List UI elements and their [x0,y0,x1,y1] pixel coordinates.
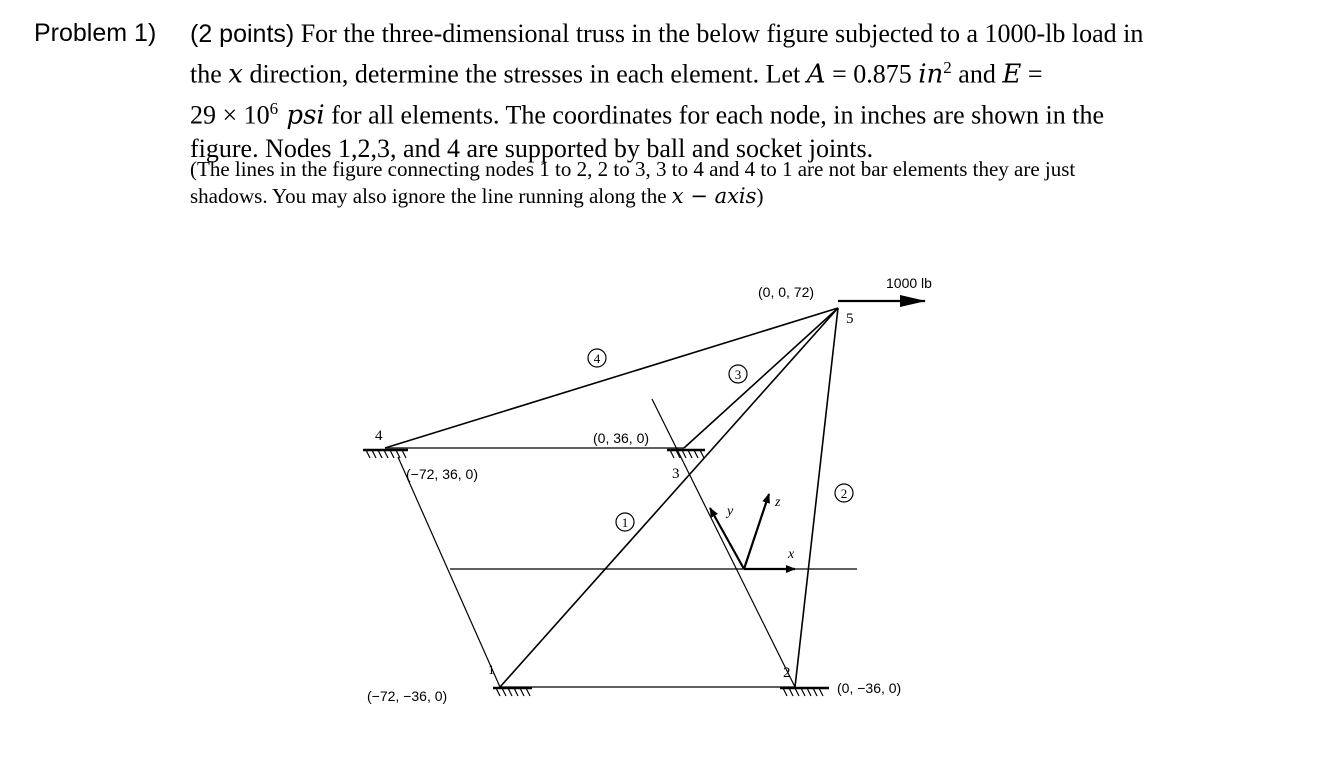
statement-text: and [951,59,1003,89]
x-axis-label: x [788,547,795,562]
math-equals: = [1021,59,1043,89]
element-4-bar [385,308,838,448]
math-unit-in: in [918,59,944,90]
math-area-symbol: A [806,59,826,90]
statement-text: the [190,59,229,89]
node-4-coordinate: (−72, 36, 0) [406,466,478,482]
shadow-line-4-1 [398,457,500,687]
element-3-label: 3 [734,367,742,382]
statement-text: for all elements. The coordinates for each node, in inches are shown in the [324,100,1105,130]
math-modulus-symbol: E [1002,59,1022,90]
problem-label-text: Problem 1) [34,19,157,47]
node-2-label: 2 [783,665,791,681]
node-3-coordinate: (0, 36, 0) [593,430,650,446]
points-label: (2 points) [190,20,295,48]
node-5-label: 5 [846,311,854,327]
node-5-coordinate: (0, 0, 72) [758,284,815,300]
math-exponent: 2 [943,58,952,77]
support-node-2-icon [780,688,829,696]
element-3-bar [684,308,838,448]
node-1-label: 1 [488,662,495,677]
element-2-bar [795,308,838,687]
element-2-marker [835,484,853,502]
element-2-label: 2 [840,486,848,501]
element-4-marker [588,349,606,367]
statement-line-4: figure. Nodes 1,2,3, and 4 are supported by ball and socket joints. [190,134,874,164]
support-node-3-icon [667,450,705,458]
node-1-coordinate: (−72, −36, 0) [367,688,448,704]
support-node-1-icon [493,688,532,696]
note-text: shadows. You may also ignore the line running along the [190,184,672,208]
element-1-marker [616,513,634,531]
node-2-coordinate: (0, −36, 0) [837,680,902,696]
z-axis-arrow [744,494,769,569]
math-modulus-value: 29 × 10 [190,100,270,130]
note-line-1: (The lines in the figure connecting nodes 1 to 2, 2 to 3, 3 to 4 and 4 to 1 are not bar elements they are just [190,157,1076,181]
node-4-label: 4 [375,428,383,444]
element-4-label: 4 [593,351,601,366]
element-3-marker [729,365,747,383]
support-node-4-icon [363,450,408,458]
shadow-line-3-2 [652,399,795,687]
node-3-label: 3 [672,466,680,482]
element-1-label: 1 [621,515,629,530]
load-label: 1000 lb [886,275,932,291]
math-area-value: = 0.875 [825,59,919,89]
math-exponent: 6 [269,98,279,118]
element-1-bar [500,308,838,687]
math-x-axis: x − axis [671,184,757,208]
math-x: x [228,59,243,90]
math-unit-psi: psi [278,100,325,131]
statement-line-1-text: For the three-dimensional truss in the below figure subjected to a 1000-lb load in [300,19,1144,48]
z-axis-label: z [775,495,781,510]
note-text: ) [756,184,764,208]
y-axis-label: y [727,504,734,519]
statement-text: direction, determine the stresses in each element. Let [242,59,807,89]
